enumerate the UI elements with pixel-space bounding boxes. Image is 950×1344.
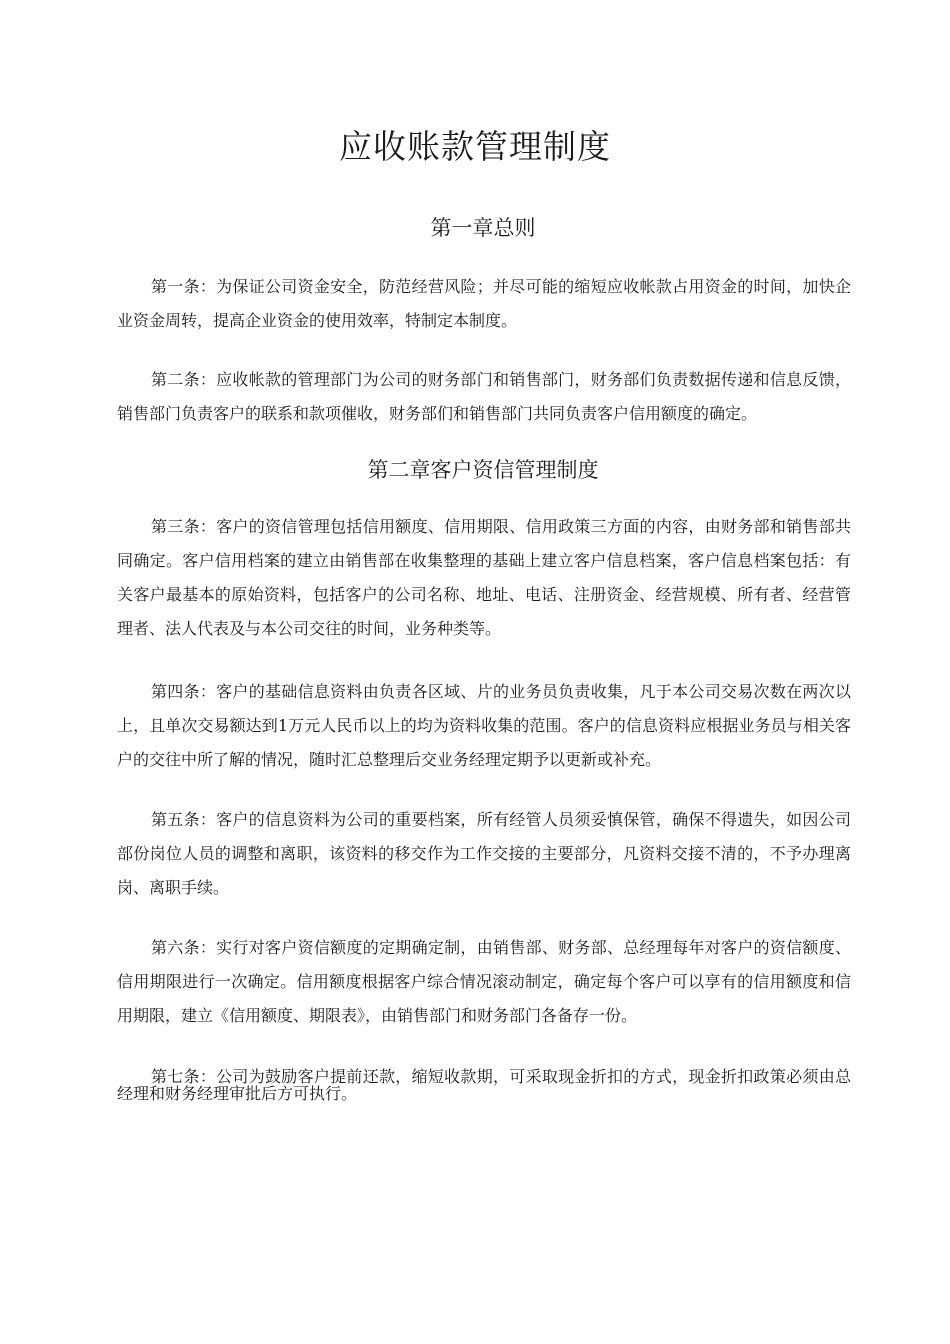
article-6: 第六条：实行对客户资信额度的定期确定制，由销售部、财务部、总经理每年对客户的资信额度、信用期限进行一次确定。信用额度根据客户综合情况滚动制定，确定每个客户可以享有的信用额度和信用期限，建立《信用额度、期限表》，由销售部门和财务部门各备存一份。 (117, 938, 851, 1025)
article-5: 第五条：客户的信息资料为公司的重要档案，所有经管人员须妥慎保管，确保不得遗失，如因公司部份岗位人员的调整和离职，该资料的移交作为工作交接的主要部分，凡资料交接不清的，不予办理离岗、离职手续。 (117, 810, 851, 897)
article-1: 第一条：为保证公司资金安全，防范经营风险；并尽可能的缩短应收帐款占用资金的时间，加快企业资金周转，提高企业资金的使用效率，特制定本制度。 (117, 277, 851, 330)
article-2: 第二条：应收帐款的管理部门为公司的财务部门和销售部门，财务部们负责数据传递和信息反馈，销售部门负责客户的联系和款项催收，财务部们和销售部门共同负责客户信用额度的确定。 (117, 370, 851, 423)
chapter-heading-1: 第一章总则 (430, 216, 536, 240)
article-7: 第七条：公司为鼓励客户提前还款，缩短收款期，可采取现金折扣的方式，现金折扣政策必须由总经理和财务经理审批后方可执行。 (117, 1067, 851, 1103)
article-4: 第四条：客户的基础信息资料由负责各区域、片的业务员负责收集，凡于本公司交易次数在两次以上，且单次交易额达到1万元人民币以上的均为资料收集的范围。客户的信息资料应根据业务员与相关客户的交往中所了解的情况，随时汇总整理后交业务经理定期予以更新或补充。 (117, 682, 851, 769)
document-title: 应收账款管理制度 (339, 127, 611, 166)
article-3: 第三条：客户的资信管理包括信用额度、信用期限、信用政策三方面的内容，由财务部和销售部共同确定。客户信用档案的建立由销售部在收集整理的基础上建立客户信息档案，客户信息档案包括：有关客户最基本的原始资料，包括客户的公司名称、地址、电话、注册资金、经营规模、所有者、经营管理者、法人代表及与本公司交往的时间，业务种类等。 (117, 517, 851, 638)
chapter-heading-2: 第二章客户资信管理制度 (367, 458, 599, 482)
